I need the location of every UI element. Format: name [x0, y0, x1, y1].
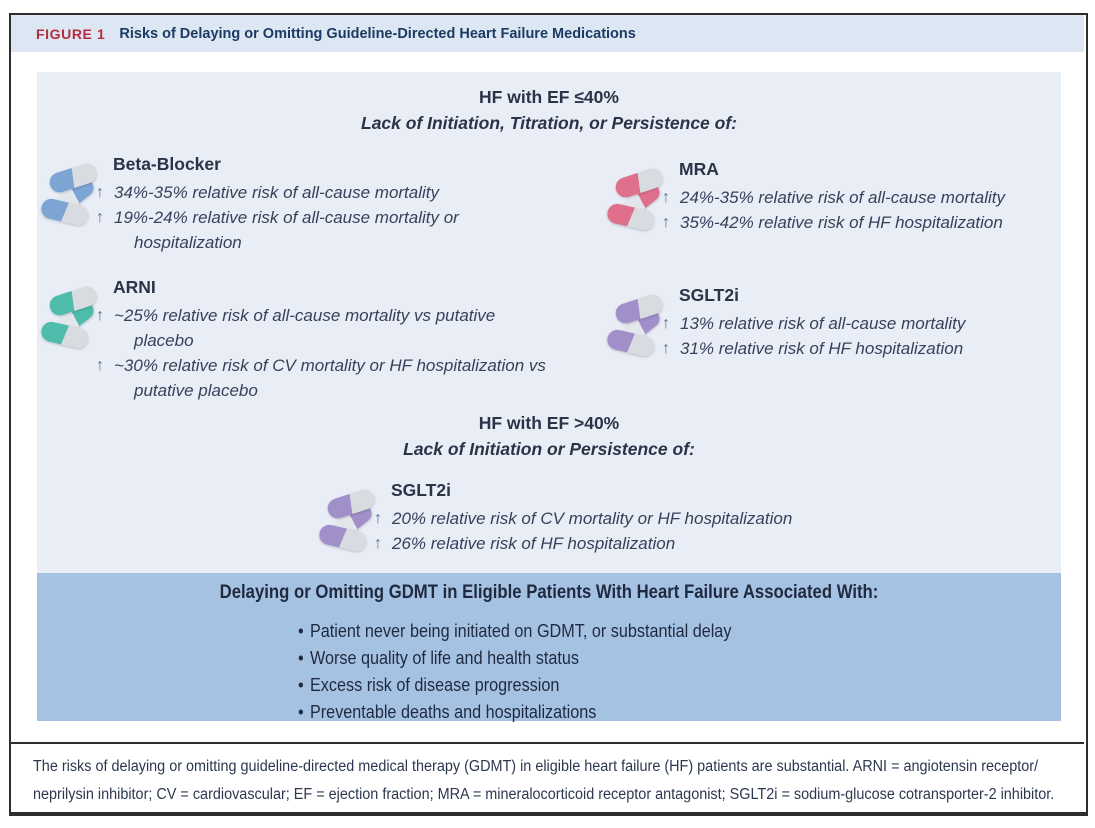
risk-line [96, 180, 560, 205]
caption-line: neprilysin inhibitor; CV = cardiovascular; EF = ejection fraction; MRA = mineralocorticoid receptor antagonist; SGLT2i = sodium-glucose cotransporter-2 inhibitor. [33, 786, 1055, 803]
risk-text: 20% relative risk of CV mortality or HF hospitalization [392, 509, 793, 528]
risk-line [662, 185, 1066, 210]
med-block-beta-blocker [40, 153, 560, 255]
figure-label: FIGURE 1 [36, 25, 106, 42]
risk-text: ~25% relative risk of all-cause mortality vs putative [114, 306, 496, 325]
up-arrow-icon: ↑ [96, 307, 104, 324]
risk-line [374, 531, 878, 556]
capsule-icon [39, 320, 90, 350]
summary-bullet [298, 672, 731, 699]
caption-line: The risks of delaying or omitting guideline-directed medical therapy (GDMT) in eligible heart failure (HF) patients are substantial. ARNI = angiotensin receptor/ [33, 758, 1039, 775]
hfref-heading: HF with EF ≤40% [479, 87, 619, 107]
up-arrow-icon: ↑ [662, 340, 670, 357]
up-arrow-icon: ↑ [96, 184, 104, 201]
med-block-sglt2i-hfpef [318, 479, 878, 556]
bullet-icon: • [298, 702, 304, 722]
risk-text: 35%-42% relative risk of HF hospitalization [680, 213, 1003, 232]
risk-text: 24%-35% relative risk of all-cause mortality [680, 188, 1006, 207]
med-name: MRA [679, 159, 719, 179]
hfpef-subheading: Lack of Initiation or Persistence of: [403, 439, 695, 459]
risk-text: 13% relative risk of all-cause mortality [680, 314, 966, 333]
caption-divider [11, 742, 1084, 744]
up-arrow-icon: ↑ [662, 315, 670, 332]
bullet-text: Worse quality of life and health status [309, 648, 579, 668]
risk-text-continued: placebo [134, 331, 194, 350]
up-arrow-icon: ↑ [96, 357, 104, 374]
figure-title: Risks of Delaying or Omitting Guideline-Directed Heart Failure Medications [119, 25, 636, 42]
capsule-icon [605, 202, 656, 232]
risk-text: 19%-24% relative risk of all-cause mortality or [114, 208, 459, 227]
bullet-icon: • [298, 648, 304, 668]
risk-line [662, 210, 1066, 235]
pills-icon [40, 165, 106, 231]
med-name: SGLT2i [391, 480, 451, 500]
risk-text-continued: hospitalization [134, 233, 242, 252]
risk-line [96, 205, 560, 255]
risk-text: ~30% relative risk of CV mortality or HF hospitalization vs [114, 356, 546, 375]
up-arrow-icon: ↑ [662, 189, 670, 206]
risk-line [662, 311, 1066, 336]
risk-text: 31% relative risk of HF hospitalization [680, 339, 964, 358]
risk-text: 34%-35% relative risk of all-cause mortality [114, 183, 440, 202]
pills-icon [606, 170, 672, 236]
bullet-icon: • [298, 621, 304, 641]
bullet-text: Excess risk of disease progression [309, 675, 560, 695]
bullet-text: Preventable deaths and hospitalizations [309, 702, 597, 722]
capsule-icon [605, 328, 656, 358]
summary-bullet [298, 699, 731, 726]
hfpef-heading: HF with EF >40% [478, 413, 620, 433]
capsule-icon [317, 523, 368, 553]
pills-icon [40, 288, 106, 354]
bullet-icon: • [298, 675, 304, 695]
summary-bullet-list [298, 618, 780, 726]
med-name: ARNI [113, 277, 156, 297]
risk-line [96, 303, 600, 353]
hfref-subheading: Lack of Initiation, Titration, or Persistence of: [361, 113, 737, 133]
capsule-icon [39, 197, 90, 227]
med-name: Beta-Blocker [113, 154, 221, 174]
up-arrow-icon: ↑ [374, 510, 382, 527]
risk-text: 26% relative risk of HF hospitalization [392, 534, 676, 553]
summary-bullet [298, 618, 731, 645]
summary-bullet [298, 645, 731, 672]
med-block-arni [40, 276, 600, 403]
risk-line [374, 506, 878, 531]
summary-title: Delaying or Omitting GDMT in Eligible Patients With Heart Failure Associated With: [219, 582, 879, 603]
pills-icon [606, 296, 672, 362]
risk-line [662, 336, 1066, 361]
figure-caption [33, 753, 1055, 809]
med-name: SGLT2i [679, 285, 739, 305]
bullet-text: Patient never being initiated on GDMT, or substantial delay [309, 621, 732, 641]
up-arrow-icon: ↑ [96, 209, 104, 226]
up-arrow-icon: ↑ [662, 214, 670, 231]
up-arrow-icon: ↑ [374, 535, 382, 552]
med-block-mra [606, 158, 1066, 235]
med-block-sglt2i-hfref [606, 284, 1066, 361]
risk-line [96, 353, 600, 403]
pills-icon [318, 491, 384, 557]
risk-text-continued: putative placebo [134, 381, 258, 400]
figure-header-band [11, 15, 1084, 52]
